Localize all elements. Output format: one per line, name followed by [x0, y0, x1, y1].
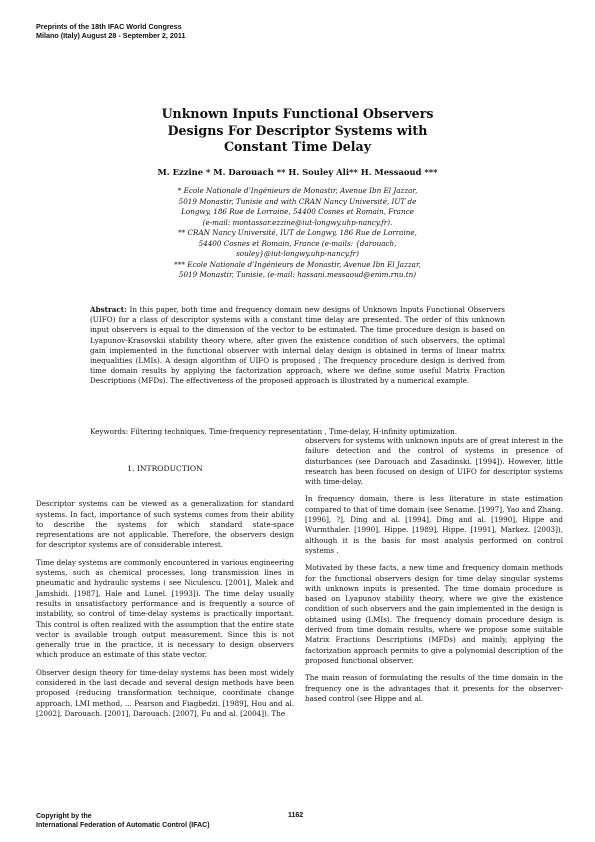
affiliation-line: souley}@iut-longwy.uhp-nancy.fr): [236, 249, 359, 258]
affiliation-line: *** Ecole Nationale d’Ingénieurs de Monastir, Avenue Ibn El Jazzar,: [174, 259, 421, 269]
title-line-3: Constant Time Delay: [223, 139, 372, 154]
paragraph: observers for systems with unknown inputs are of great interest in the failure detection and the control of systems in presence of disturbances (see Darouach and Zasadinski. [1994]). However, little research has been focused on design of UIFO for descriptor systems with time-delay.: [305, 436, 563, 487]
abstract: [90, 305, 505, 387]
conference-header: [36, 22, 186, 40]
header-line-2: Milano (Italy) August 28 - September 2, 2011: [36, 31, 186, 40]
header-line-1: Preprints of the 18th IFAC World Congress: [36, 22, 182, 31]
affiliation-line: Longwy, 186 Rue de Lorraine, 54400 Cosnes et Romain, France: [181, 207, 414, 216]
title-line-1: Unknown Inputs Functional Observers: [161, 106, 434, 121]
right-column: [305, 436, 563, 711]
paragraph: In frequency domain, there is less literature in state estimation compared to that of time domain (see Sename. [1997], Yao and Zhang. [1996], ?], Ding and al. [1994], Ding and al. [1990], Hippe and Wurmthaler. [1990], Hippe. [1989], Hippe. [1991], Markez. [2003]), although it is the basis for most analysis performed on control systems .: [305, 494, 563, 555]
affiliation-line: 5019 Monastir, Tunisie and with CRAN Nancy Université, IUT de: [178, 196, 417, 206]
affiliation-line: 54400 Cosnes et Romain, France (e-mails: {darouach,: [198, 238, 397, 248]
left-column: [36, 464, 294, 726]
paragraph: Motivated by these facts, a new time and frequency domain methods for the functional observers design for time delay singular systems with unknown inputs is presented. The time domain procedure is based on Lyapunov stability theory, where we give the existence condition of such observers and the gain implemented in the design is obtained using (LMIs). The frequency domain procedure design is derived from time domain results, where we propose some suitable Matrix Fractions Descriptions (MFDs) and mainly, applying the factorization approach permits to give a polynomial description of the proposed functional observer.: [305, 563, 563, 665]
author-list: M. Ezzine * M. Darouach ** H. Souley Ali** H. Messaoud ***: [157, 167, 438, 177]
title-line-2: Designs For Descriptor Systems with: [167, 122, 428, 138]
paragraph: The main reason of formulating the results of the time domain in the frequency one is the advantages that it presents for the observer-based control (see Hippe and al.: [305, 673, 563, 703]
affiliation-line: * Ecole Nationale d’Ingénieurs de Monastir, Avenue Ibn El Jazzar,: [177, 186, 418, 195]
keywords: Keywords: Filtering techniques, Time-frequency representation , Time-delay, H-infinity optimization.: [90, 427, 457, 436]
paper-title: [100, 106, 495, 156]
affiliation-line: 5019 Monastir, Tunisie, (e-mail: hassani.messaoud@enim.rnu.tn): [178, 270, 417, 279]
page-number: 1162: [288, 812, 304, 819]
paragraph: Descriptor systems can be viewed as a generalization for standard systems. In fact, importance of such systems comes from their ability to describe the systems for which standard state-space representations are not applicable. Therefore, the observers design for descriptor systems are of considerable interest.: [36, 499, 294, 550]
abstract-label: Abstract:: [90, 305, 127, 314]
copyright-footer: [36, 812, 210, 830]
affiliation-line: (e-mail: montassar.ezzine@iut-longwy.uhp-nancy.fr).: [202, 217, 393, 227]
affiliation-line: ** CRAN Nancy Université, IUT de Longwy, 186 Rue de Lorraine,: [178, 228, 417, 237]
section-heading: 1. INTRODUCTION: [127, 464, 203, 473]
footer-line-2: International Federation of Automatic Control (IFAC): [36, 822, 210, 829]
paragraph: Time delay systems are commonly encountered in various engineering systems, such as chemical processes, long transmission lines in pneumatic and hydraulic systems ( see Niculescu. [2001], Malek and Jamshidi. [1987], Hale and Lunel. [1993]). The time delay usually results in unsatisfactory performance and is frequently a source of instability, so control of time-delay systems is practically important. This control is often realized with the assumption that the entire state vector is available trough output measurement. Since this is not generally true in the practice, it is necessary to design observers which produce an estimate of this state vector.: [36, 557, 294, 660]
abstract-text: In this paper, both time and frequency domain new designs of Unknown Inputs Functional Observers (UIFO) for a class of descriptor systems with a constant time delay are presented. The order of this unknown input observers is equal to the dimension of the vector to be estimated. The time procedure design is based on Lyapunov-Krasovskii stability theory where, after given the existence condition of such observers, the optimal gain implemented in the functional observer with internal delay design is obtained in terms of linear matrix inequalities (LMIs). A design algorithm of UIFO is proposed ; The frequency procedure design is derived from time domain results by applying the factorization approach, where we define some useful Matrix Fraction Descriptions (MFDs). The effectiveness of the proposed approach is illustrated by a numerical example.: [90, 305, 505, 386]
affiliations: [120, 186, 475, 281]
footer-line-1: Copyright by the: [36, 813, 92, 820]
paragraph: Observer design theory for time-delay systems has been most widely considered in the last decade and several design methods have been proposed (reducing transformation technique, coordinate change approach, LMI method, ... Pearson and Fiagbedzi. [1989], Hou and al. [2002], Darouach. [2001], Darouach. [2007], Fu and al. [2004]). The: [36, 667, 294, 718]
